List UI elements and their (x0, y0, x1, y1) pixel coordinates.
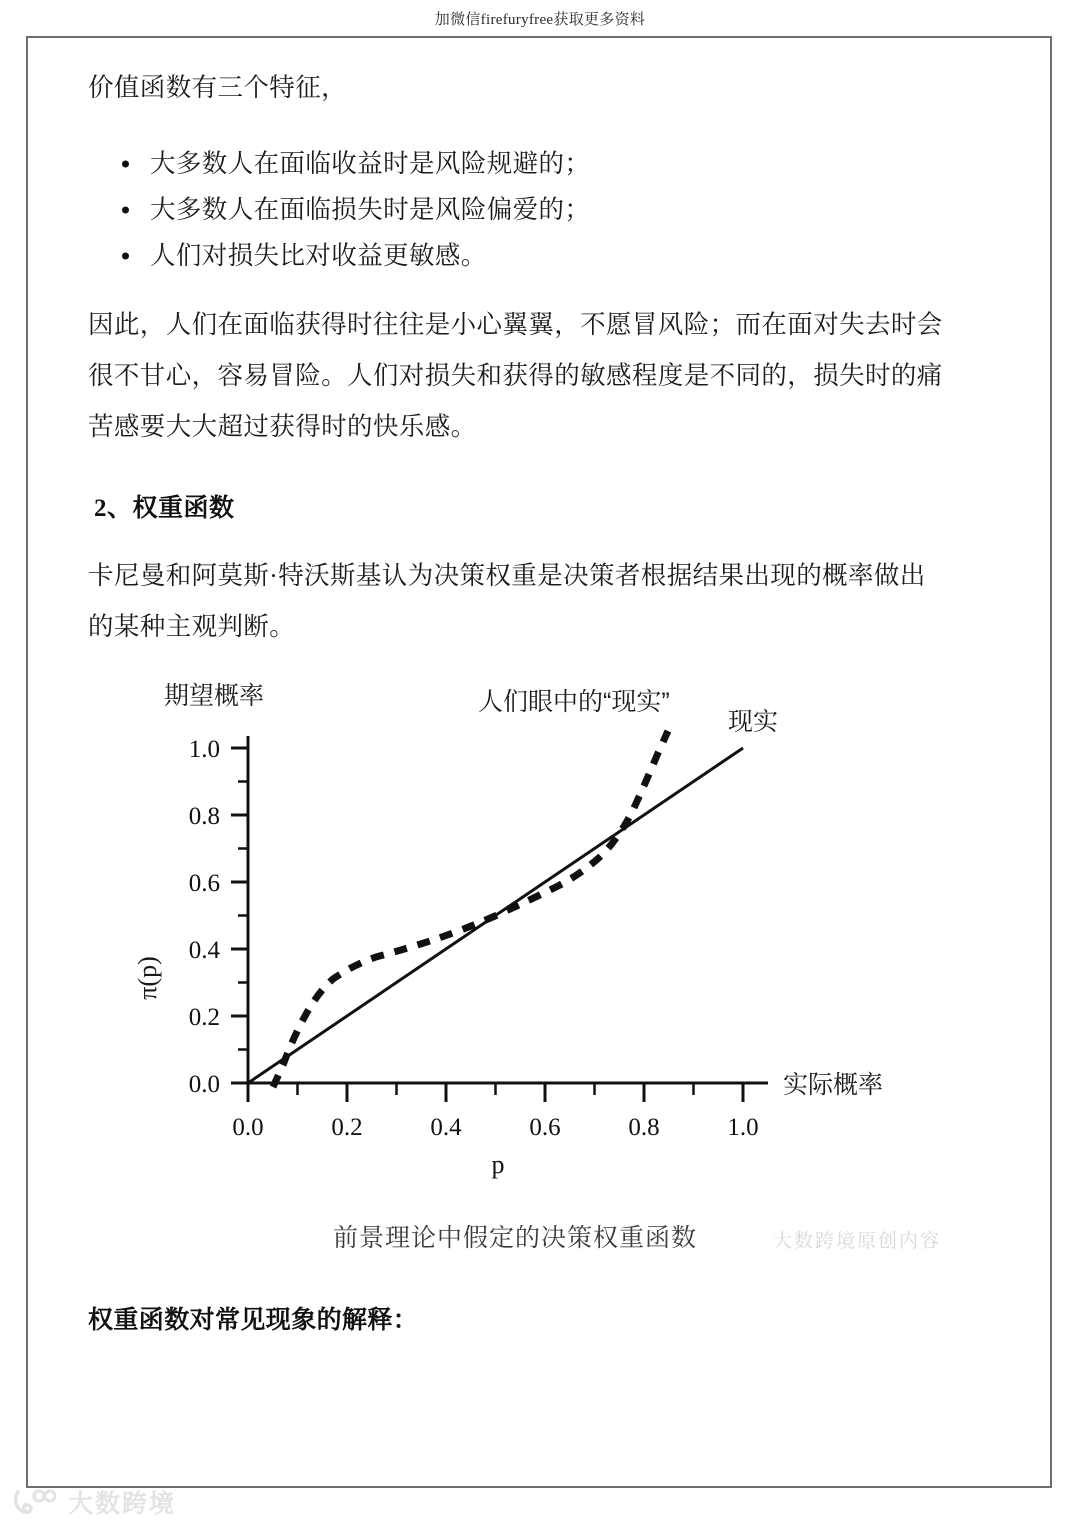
x-tick-label: 0.0 (232, 1114, 264, 1141)
dashu-kuajing-logo-icon (14, 1488, 60, 1516)
x-tick-label: 0.6 (529, 1114, 561, 1141)
figure-caption: 前景理论中假定的决策权重函数 (333, 1224, 698, 1252)
y-axis-title: 期望概率 (164, 682, 265, 710)
list-item-label: 人们对损失比对收益更敏感。 (150, 241, 487, 270)
chart-axes (236, 736, 768, 1098)
body-paragraph-3: 卡尼曼和阿莫斯·特沃斯基认为决策权重是决策者根据结果出现的概率做出的某种主观判断。 (88, 561, 926, 641)
y-tick-label: 0.2 (188, 1004, 220, 1031)
y-axis-tick-labels (189, 736, 221, 1098)
list-item (88, 233, 948, 279)
x-axis-end-label: 实际概率 (783, 1071, 884, 1099)
y-tick-label: 0.6 (188, 870, 220, 897)
list-item (88, 187, 948, 233)
x-tick-label: 1.0 (727, 1114, 759, 1141)
closing-bold-line: 权重函数对常见现象的解释： (88, 1307, 419, 1334)
site-watermark-label: 大数跨境 (68, 1490, 177, 1518)
lead-paragraph: 价值函数有三个特征， (88, 73, 348, 102)
annotation-perceived-reality: 人们眼中的“现实” (478, 688, 670, 716)
body-paragraph-2: 因此，人们在面临获得时往往是小心翼翼，不愿冒风险；而在面对失去时会很不甘心，容易冒险。人们对损失和获得的敏感程度是不同的，损失时的痛苦感要大大超过获得时的快乐感。 (88, 310, 943, 441)
bullet-dot-icon (122, 207, 129, 214)
annotation-reality: 现实 (728, 708, 779, 736)
x-axis-minor-ticks (298, 1083, 694, 1095)
bullet-dot-icon (122, 253, 129, 260)
y-tick-label: 1.0 (188, 736, 220, 763)
site-watermark (14, 1484, 176, 1520)
x-tick-label: 0.2 (331, 1114, 363, 1141)
y-tick-label: 0.8 (188, 803, 220, 830)
list-item-label: 大多数人在面临收益时是风险规避的； (150, 149, 591, 178)
x-tick-label: 0.8 (628, 1114, 660, 1141)
x-axis-label: p (491, 1150, 505, 1179)
y-axis-label: π(p) (133, 956, 162, 1000)
figure-faint-watermark: 大数跨境原创内容 (773, 1231, 942, 1252)
y-tick-label: 0.4 (188, 937, 220, 964)
weighting-function-figure (128, 678, 942, 1278)
section-heading-weighting-function: 2、权重函数 (94, 495, 235, 522)
feature-bullet-list (88, 141, 948, 279)
list-item-label: 大多数人在面临损失时是风险偏爱的； (150, 195, 591, 224)
x-axis-tick-labels (232, 1114, 758, 1141)
running-header: 加微信firefuryfree获取更多资料 (434, 12, 646, 28)
bullet-dot-icon (122, 161, 129, 168)
weighting-function-series (273, 731, 668, 1087)
list-item (88, 141, 948, 187)
document-content (88, 62, 948, 1361)
weighting-function-chart (128, 678, 928, 1218)
x-tick-label: 0.4 (430, 1114, 462, 1141)
y-tick-label: 0.0 (188, 1071, 220, 1098)
